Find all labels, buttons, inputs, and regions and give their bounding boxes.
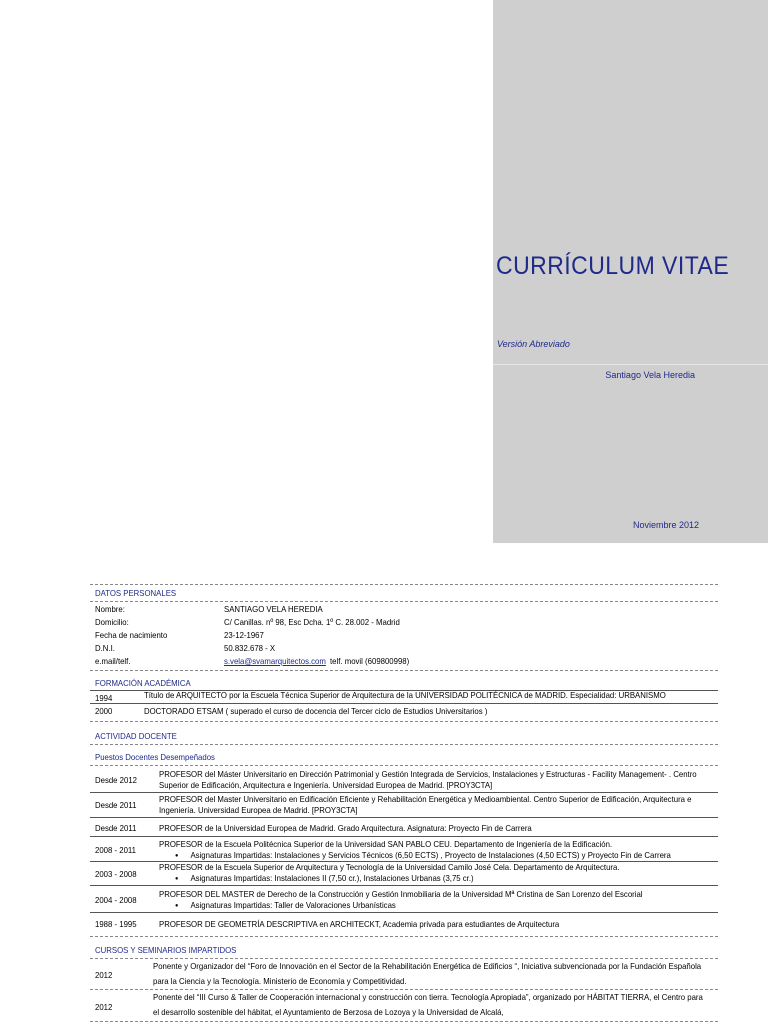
subsection-title: Puestos Docentes Desempeñados — [95, 752, 215, 762]
entry-text: PROFESOR DEL MASTER de Derecho de la Construcción y Gestión Inmobiliaria de la Universidad Mª Cristina de San Lorenzo del Escorial — [159, 889, 643, 899]
section-title-cursos: CURSOS Y SEMINARIOS IMPARTIDOS — [95, 945, 237, 955]
divider — [90, 765, 718, 766]
email-link[interactable]: s.vela@svamarquitectos.com — [224, 656, 326, 666]
entry-text: para la Ciencia y la Tecnología. Ministerio de Economía y Competitividad. — [153, 976, 407, 986]
entry-text: PROFESOR DE GEOMETRÍA DESCRIPTIVA en ARCHITECKT, Academia privada para estudiantes de Arquitectura — [159, 919, 560, 929]
entry-text: Ponente y Organizador del “Foro de Innovación en el Sector de la Rehabilitación Energética de Edificios “, Iniciativa subvencionada por la Fundación Española — [153, 961, 702, 971]
year: 2012 — [95, 970, 113, 980]
divider — [90, 721, 718, 722]
entry-text: PROFESOR del Master Universitario en Edificación Eficiente y Rehabilitación Energética y Medioambiental. Centro Superior de Edificación, Arquitectura e — [159, 794, 692, 804]
section-title-actividad: ACTIVIDAD DOCENTE — [95, 731, 177, 741]
divider — [90, 584, 718, 585]
cover-divider — [493, 364, 768, 365]
cv-title: CURRÍCULUM VITAE — [496, 252, 730, 280]
cv-version: Versión Abreviado — [497, 339, 570, 349]
phone-text: telf. movil (609800998) — [330, 656, 410, 666]
year: Desde 2012 — [95, 775, 138, 785]
divider — [90, 989, 718, 990]
entry-text: Título de ARQUITECTO por la Escuela Técnica Superior de Arquitectura de la UNIVERSIDAD POLITÉCNICA de MADRID. Especialidad: URBANISMO — [144, 690, 666, 700]
section-title-formacion: FORMACIÓN ACADÉMICA — [95, 678, 191, 688]
divider — [90, 936, 718, 937]
entry-text: Ponente del “III Curso & Taller de Cooperación internacional y construcción con tierra. Tecnología Apropiada”, organizado por HÁBITAT TIERRA, el Centro para — [153, 992, 703, 1002]
entry-text: PROFESOR de la Escuela Superior de Arquitectura y Tecnología de la Universidad Camilo José Cela. Departamento de Arquitectura. — [159, 862, 620, 872]
personal-label: Fecha de nacimiento — [95, 630, 168, 640]
entry-text: PROFESOR de la Universidad Europea de Madrid. Grado Arquitectura. Asignatura: Proyecto Fin de Carrera — [159, 823, 532, 833]
entry-text: Ingeniería. Universidad Europea de Madrid. [PROY3CTA] — [159, 805, 358, 815]
section-title-personal: DATOS PERSONALES — [95, 588, 177, 598]
divider — [90, 792, 718, 793]
divider — [90, 958, 718, 959]
year: 2008 - 2011 — [95, 845, 137, 855]
year: 1988 - 1995 — [95, 919, 137, 929]
divider — [90, 817, 718, 818]
divider — [90, 744, 718, 745]
year: Desde 2011 — [95, 800, 137, 810]
entry-text: el desarrollo sostenible del hábitat, el Ayuntamiento de Berzosa de Lozoya y la Universidad de Alcalá, — [153, 1007, 504, 1017]
personal-label: Nombre: — [95, 604, 125, 614]
personal-label: Domicilio: — [95, 617, 129, 627]
entry-text: DOCTORADO ETSAM ( superado el curso de docencia del Tercer ciclo de Estudios Universitarios ) — [144, 706, 488, 716]
entry-text: PROFESOR del Máster Universitario en Dirección Patrimonial y Gestión Integrada de Servicios, Instalaciones y Estructuras - Facility Management- . Centro — [159, 769, 697, 779]
entry-text: Superior de Edificación, Arquitectura e Ingeniería. Universidad Europea de Madrid. [PROY3CTA] — [159, 780, 493, 790]
personal-value: C/ Canillas. nº 98, Esc Dcha. 1º C. 28.002 - Madrid — [224, 617, 400, 627]
divider — [90, 885, 718, 886]
divider — [90, 670, 718, 671]
personal-value: 50.832.678 - X — [224, 643, 276, 653]
personal-label: e.mail/telf. — [95, 656, 131, 666]
entry-text: PROFESOR de la Escuela Politécnica Superior de la Universidad SAN PABLO CEU. Departamento de Ingeniería de la Edificación. — [159, 839, 613, 849]
personal-value: 23-12-1967 — [224, 630, 264, 640]
year: 2004 - 2008 — [95, 895, 137, 905]
year: Desde 2011 — [95, 823, 137, 833]
cv-author: Santiago Vela Heredia — [605, 370, 695, 380]
bullet-item: ● Asignaturas Impartidas: Instalaciones II (7,50 cr.), Instalaciones Urbanas (3,75 cr.) — [175, 873, 474, 885]
divider — [90, 912, 718, 913]
divider — [90, 601, 718, 602]
divider — [90, 1021, 718, 1022]
year: 1994 — [95, 693, 113, 703]
personal-value: SANTIAGO VELA HEREDIA — [224, 604, 323, 614]
bullet-item: ● Asignaturas Impartidas: Instalaciones y Servicios Técnicos (6,50 ECTS) , Proyecto de Instalaciones (4,50 ECTS) y Proyecto Fin de Carrera — [175, 850, 671, 862]
divider — [90, 703, 718, 704]
cv-date: Noviembre 2012 — [633, 520, 700, 530]
year: 2003 - 2008 — [95, 869, 137, 879]
bullet-item: ● Asignaturas Impartidas: Taller de Valoraciones Urbanísticas — [175, 900, 396, 912]
personal-label: D.N.I. — [95, 643, 115, 653]
divider — [90, 836, 718, 837]
year: 2000 — [95, 706, 113, 716]
year: 2012 — [95, 1002, 113, 1012]
